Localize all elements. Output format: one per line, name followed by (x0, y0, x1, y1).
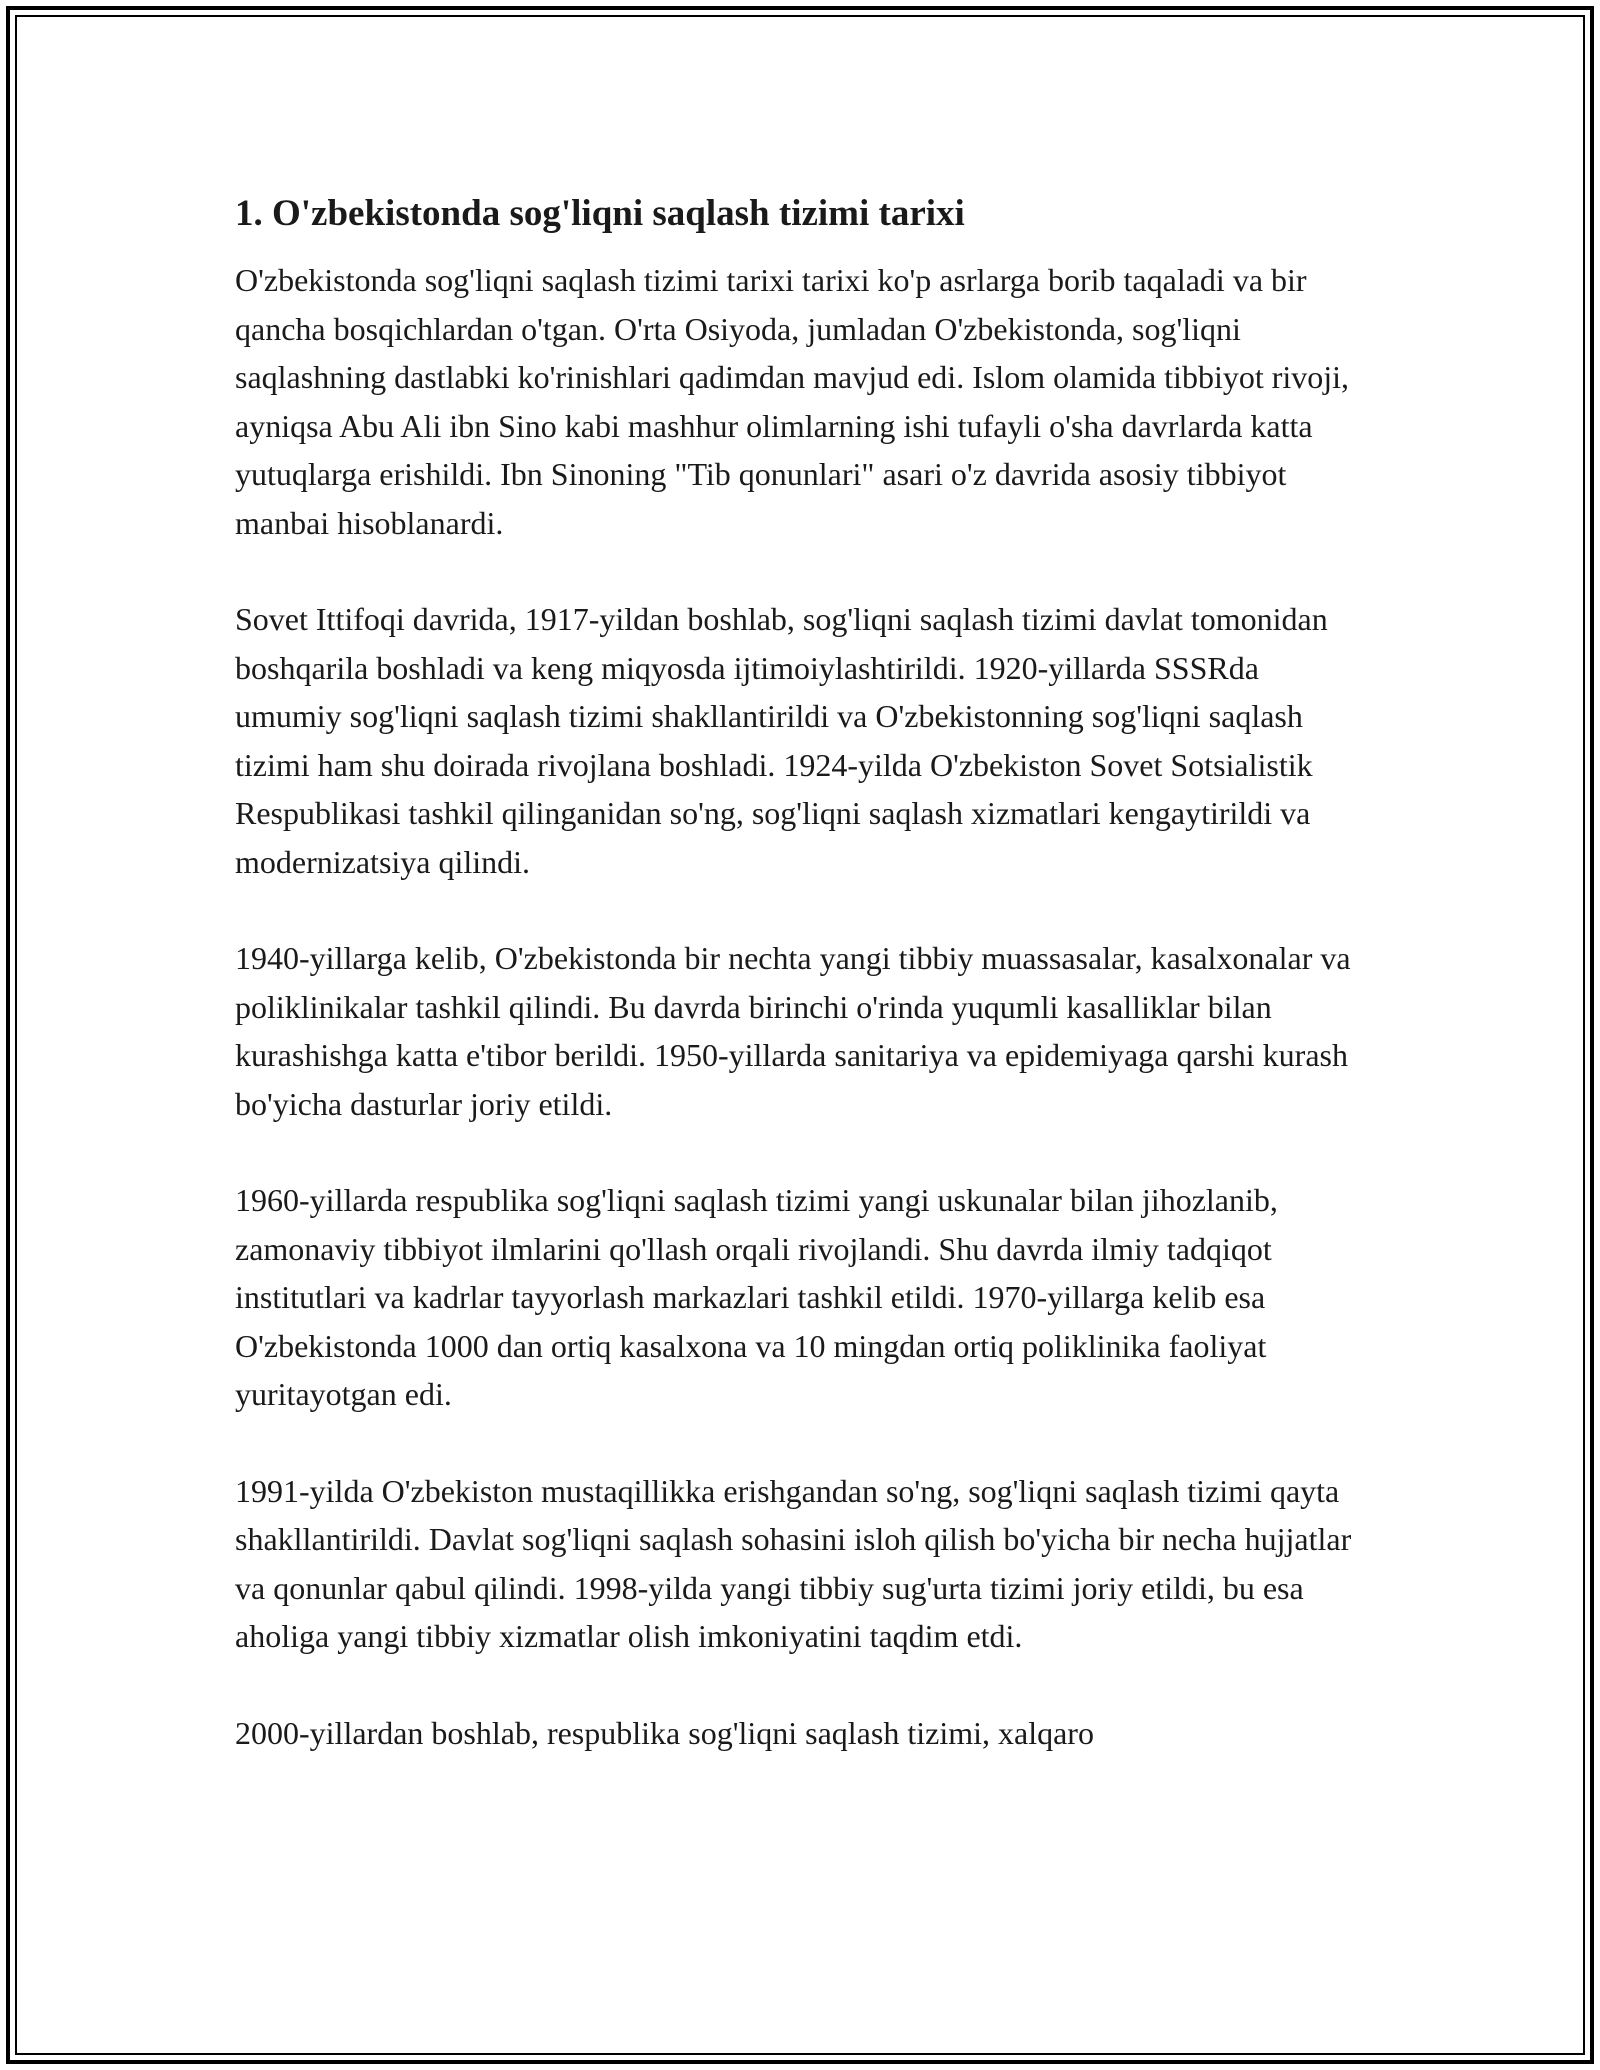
paragraph-independence: 1991-yilda O'zbekiston mustaqillikka erishgandan so'ng, sog'liqni saqlash tizimi qayta shakllantirildi. Davlat sog'liqni saqlash sohasini isloh qilish bo'yicha bir necha hujjatlar va qonunlar qabul qilindi. 1998-yilda yangi tibbiy sug'urta tizimi joriy etildi, bu esa aholiga yangi tibbiy xizmatlar olish imkoniyatini taqdim etdi. (235, 1472, 1352, 1654)
paragraph-2000s: 2000-yillardan boshlab, respublika sog'liqni saqlash tizimi, xalqaro (235, 1714, 1094, 1751)
document-body (235, 188, 1365, 1805)
paragraph-soviet-period: Sovet Ittifoqi davrida, 1917-yildan boshlab, sog'liqni saqlash tizimi davlat tomonidan boshqarila boshladi va keng miqyosda ijtimoiylashtirildi. 1920-yillarda SSSRda umumiy sog'liqni saqlash tizimi shakllantirildi va O'zbekistonning sog'liqni saqlash tizimi ham shu doirada rivojlana boshladi. 1924-yilda O'zbekiston Sovet Sotsialistik Respublikasi tashkil qilinganidan so'ng, sog'liqni saqlash xizmatlari kengaytirildi va modernizatsiya qilindi. (235, 601, 1328, 880)
paragraph-1940s-1950s: 1940-yillarga kelib, O'zbekistonda bir nechta yangi tibbiy muassasalar, kasalxonalar va poliklinikalar tashkil qilindi. Bu davrda birinchi o'rinda yuqumli kasalliklar bilan kurashishga katta e'tibor berildi. 1950-yillarda sanitariya va epidemiyaga qarshi kurash bo'yicha dasturlar joriy etildi. (235, 940, 1351, 1122)
section-heading: 1. O'zbekistonda sog'liqni saqlash tizimi tarixi (235, 193, 965, 234)
paragraph-1960s-1970s: 1960-yillarda respublika sog'liqni saqlash tizimi yangi uskunalar bilan jihozlanib, zamonaviy tibbiyot ilmlarini qo'llash orqali rivojlandi. Shu davrda ilmiy tadqiqot institutlari va kadrlar tayyorlash markazlari tashkil etildi. 1970-yillarga kelib esa O'zbekistonda 1000 dan ortiq kasalxona va 10 mingdan ortiq poliklinika faoliyat yuritayotgan edi. (235, 1182, 1278, 1412)
paragraph-history-origins: O'zbekistonda sog'liqni saqlash tizimi tarixi tarixi ko'p asrlarga borib taqaladi va bir qancha bosqichlardan o'tgan. O'rta Osiyoda, jumladan O'zbekistonda, sog'liqni saqlashning dastlabki ko'rinishlari qadimdan mavjud edi. Islom olamida tibbiyot rivoji, ayniqsa Abu Ali ibn Sino kabi mashhur olimlarning ishi tufayli o'sha davrlarda katta yutuqlarga erishildi. Ibn Sinoning "Tib qonunlari" asari o'z davrida asosiy tibbiyot manbai hisoblanardi. (235, 262, 1350, 541)
